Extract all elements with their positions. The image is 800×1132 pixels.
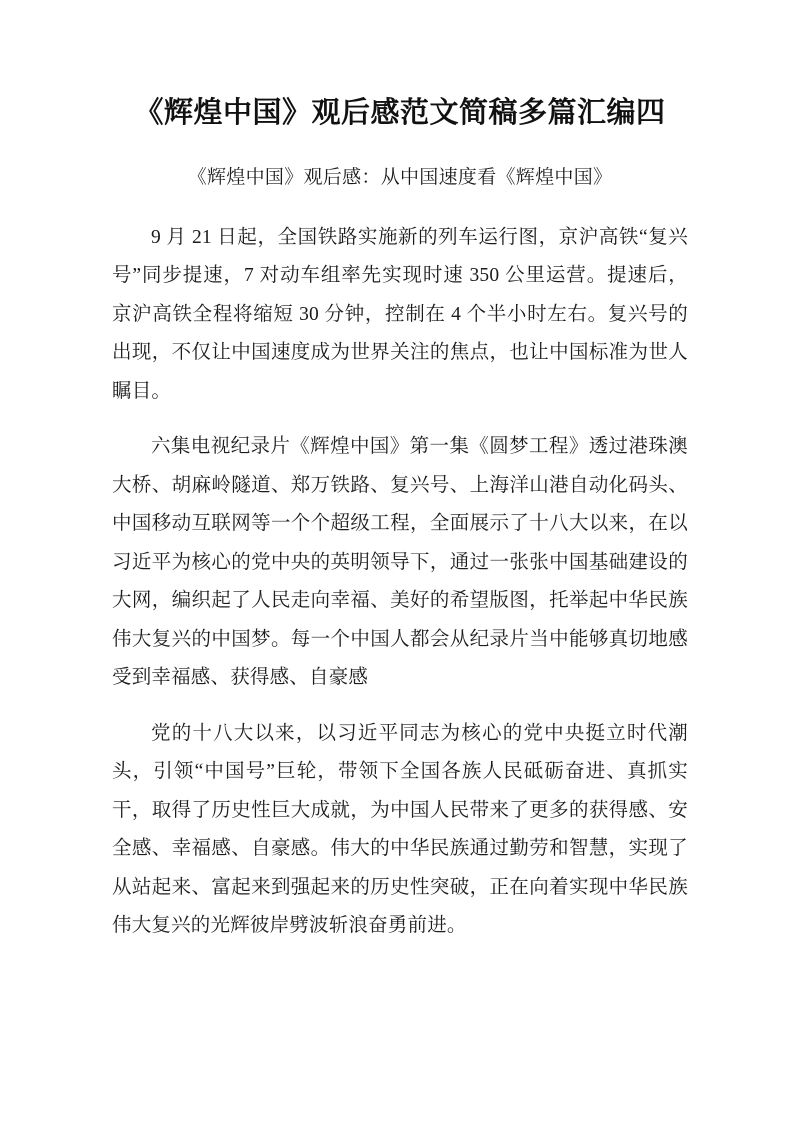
- page-subtitle: 《辉煌中国》观后感：从中国速度看《辉煌中国》: [187, 167, 613, 189]
- page-title: 《辉煌中国》观后感范文简稿多篇汇编四: [134, 97, 666, 129]
- body-paragraph: 9 月 21 日起，全国铁路实施新的列车运行图，京沪高铁“复兴号”同步提速，7 对动车组率先实现时速 350 公里运营。提速后，京沪高铁全程将缩短 30 分钟，控制在 4 个半小时左右。复兴号的出现，不仅让中国速度成为世界关注的焦点，也让中国标准为世人瞩目。: [112, 226, 688, 402]
- page-content: [112, 0, 688, 946]
- body-paragraph: 党的十八大以来，以习近平同志为核心的党中央挺立时代潮头，引领“中国号”巨轮，带领下全国各族人民砥砺奋进、真抓实干，取得了历史性巨大成就，为中国人民带来了更多的获得感、安全感、幸福感、自豪感。伟大的中华民族通过勤劳和智慧，实现了从站起来、富起来到强起来的历史性突破，正在向着实现中华民族伟大复兴的光辉彼岸劈波斩浪奋勇前进。: [112, 722, 688, 937]
- document-body: [112, 193, 688, 946]
- body-paragraph: 六集电视纪录片《辉煌中国》第一集《圆梦工程》透过港珠澳大桥、胡麻岭隧道、郑万铁路、复兴号、上海洋山港自动化码头、中国移动互联网等一个个超级工程，全面展示了十八大以来，在以习近平为核心的党中央的英明领导下，通过一张张中国基础建设的大网，编织起了人民走向幸福、美好的希望版图，托举起中华民族伟大复兴的中国梦。每一个中国人都会从纪录片当中能够真切地感受到幸福感、获得感、自豪感: [112, 436, 688, 689]
